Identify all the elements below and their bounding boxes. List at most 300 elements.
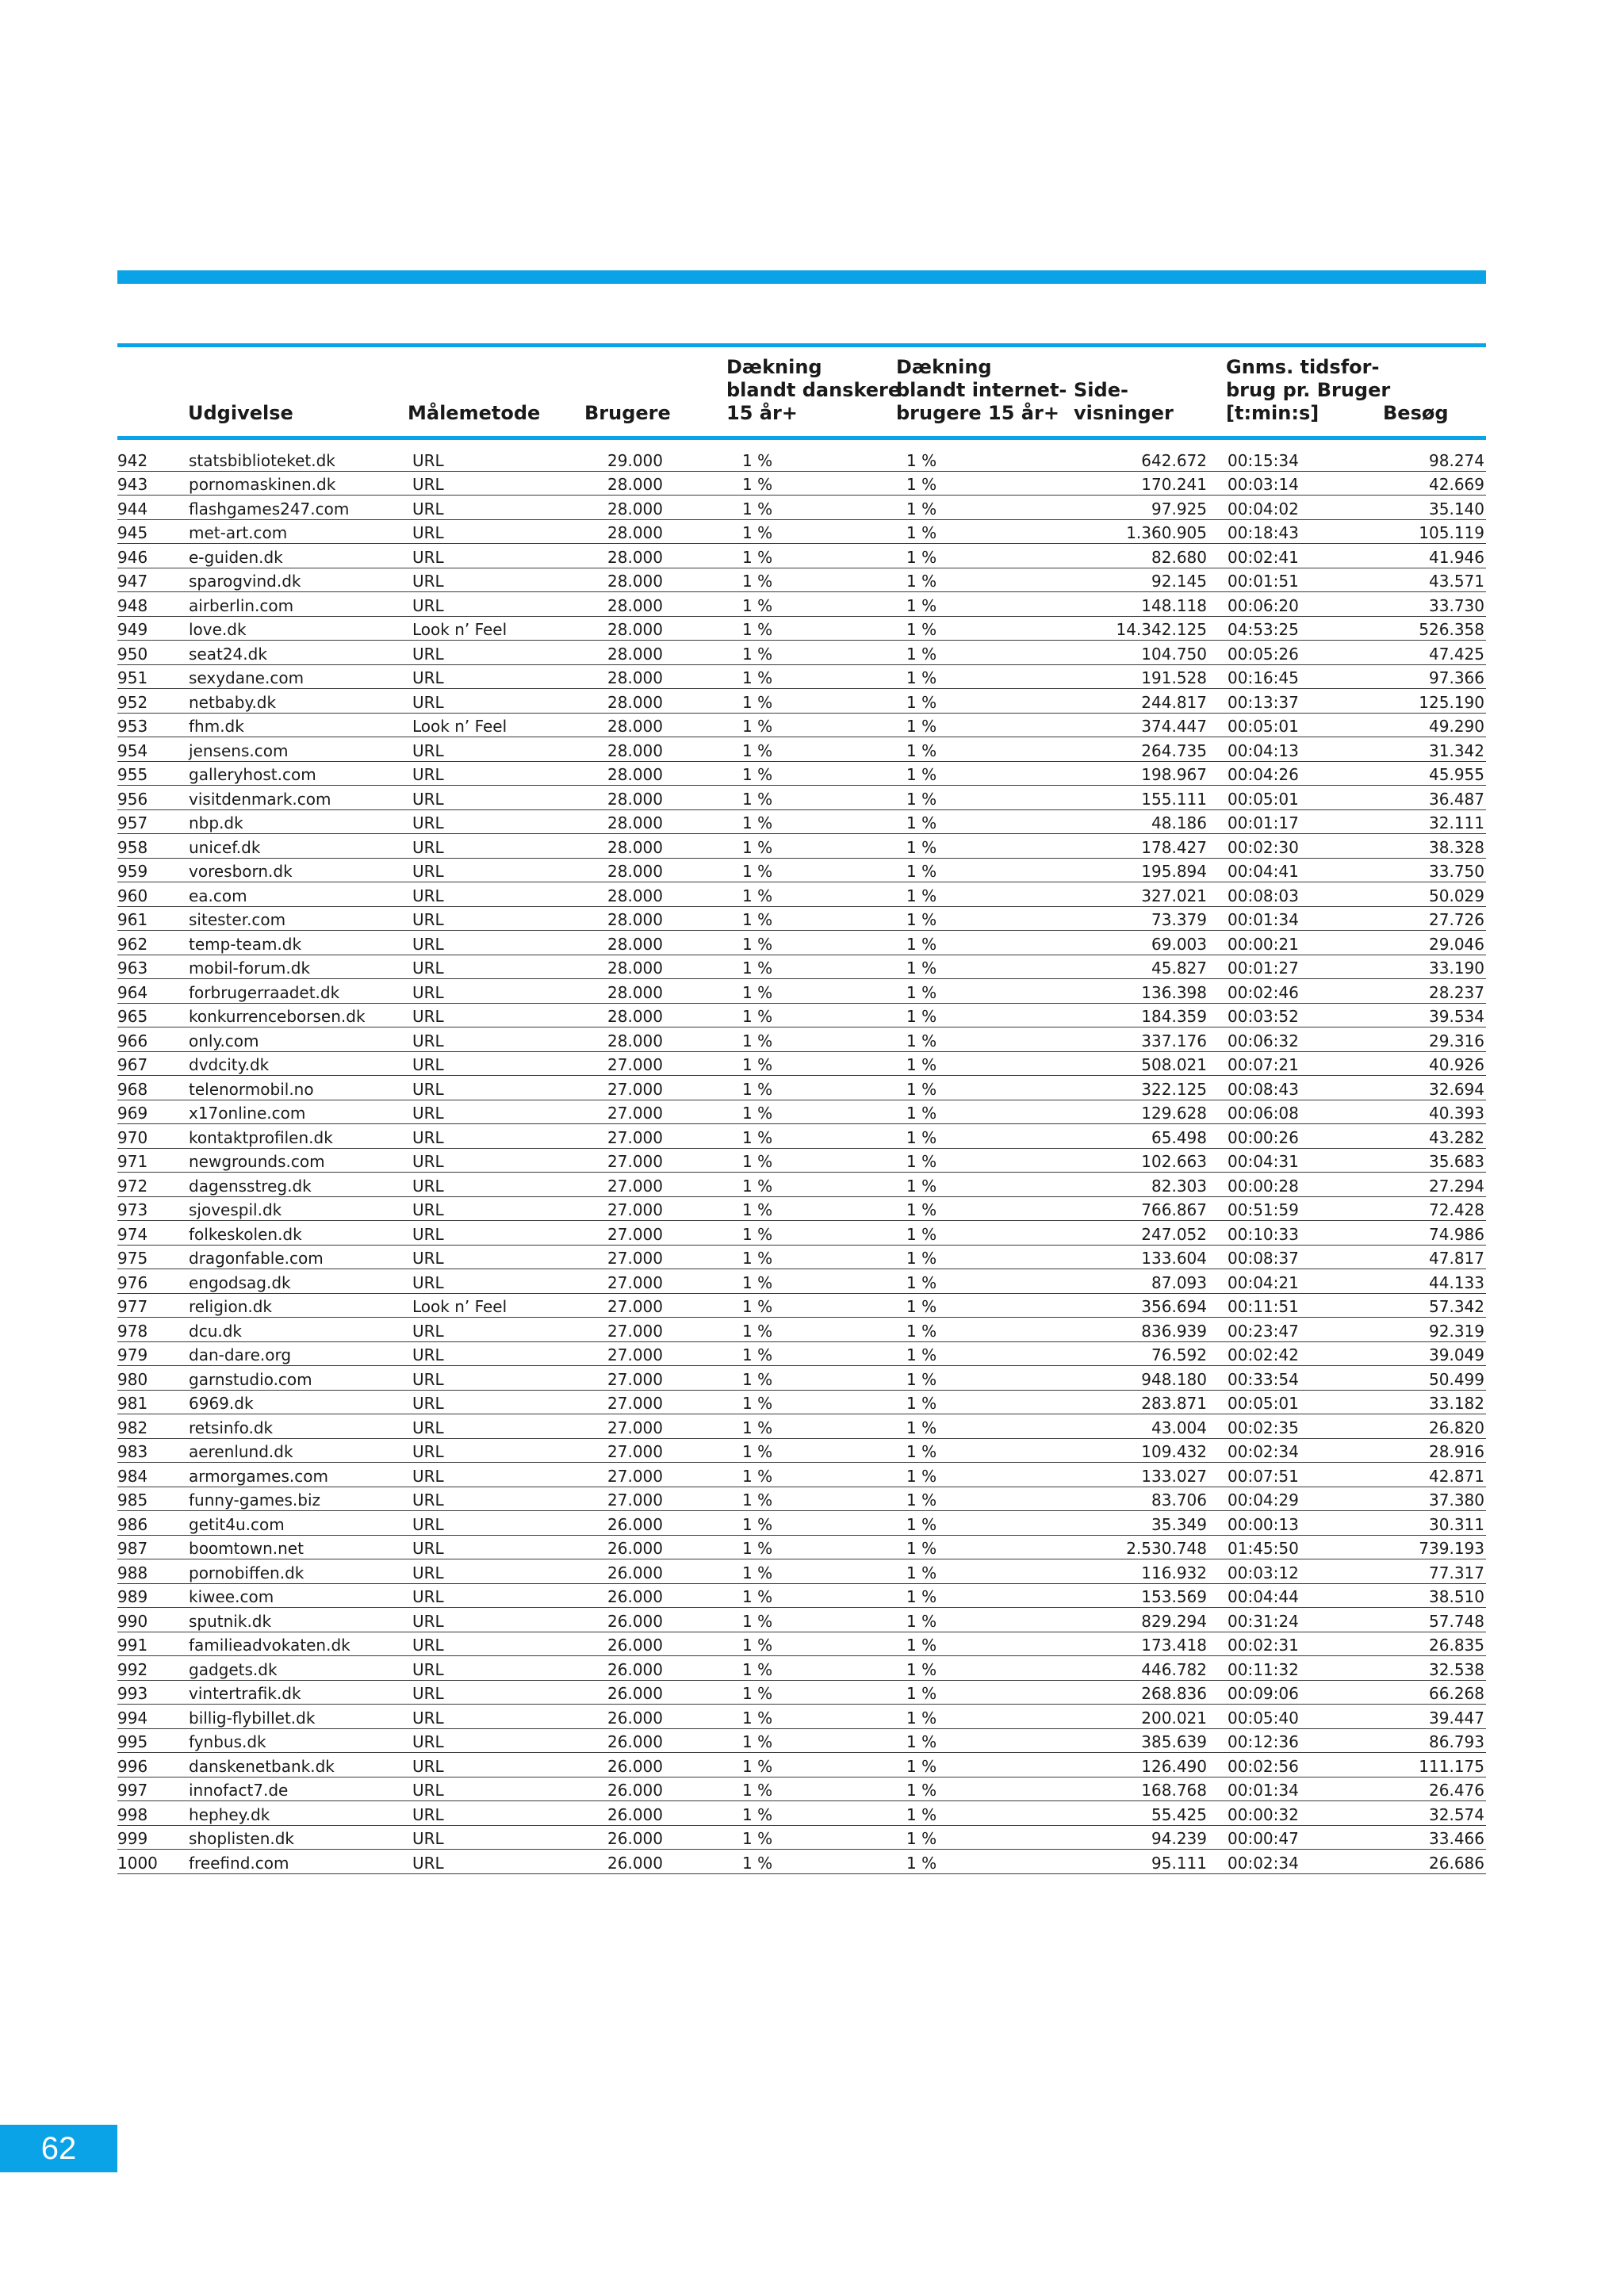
besoeg-cell: 37.380 (1429, 1490, 1484, 1510)
udgivelse-cell: dan-dare.org (189, 1345, 292, 1364)
maalemetode-cell: URL (412, 1466, 444, 1486)
ranking-table (117, 343, 1486, 1874)
udgivelse-cell: unicef.dk (189, 837, 261, 857)
daekning-dk-cell: 1 % (742, 1466, 773, 1486)
besoeg-cell: 30.311 (1429, 1514, 1484, 1534)
table-row (117, 834, 1486, 859)
daekning-net-cell: 1 % (906, 1636, 937, 1655)
daekning-dk-cell: 1 % (742, 1297, 773, 1316)
brugere-cell: 26.000 (607, 1684, 663, 1703)
udgivelse-cell: forbrugerraadet.dk (189, 982, 340, 1002)
rank-cell: 989 (117, 1587, 148, 1606)
brugere-cell: 27.000 (607, 1272, 663, 1292)
daekning-net-cell: 1 % (906, 959, 937, 978)
sidevisninger-cell: 133.604 (1141, 1249, 1207, 1268)
udgivelse-cell: kontaktprofilen.dk (189, 1127, 333, 1147)
daekning-dk-cell: 1 % (742, 1055, 773, 1074)
maalemetode-cell: URL (412, 595, 444, 615)
maalemetode-cell: URL (412, 1563, 444, 1582)
maalemetode-cell: URL (412, 789, 444, 809)
udgivelse-cell: getit4u.com (189, 1514, 285, 1534)
sidevisninger-cell: 129.628 (1141, 1104, 1207, 1123)
udgivelse-cell: funny-games.biz (189, 1490, 321, 1510)
table-row (117, 617, 1486, 641)
daekning-net-cell: 1 % (906, 789, 937, 809)
sidevisninger-cell: 173.418 (1141, 1636, 1207, 1655)
tidsforbrug-cell: 00:05:26 (1228, 644, 1299, 664)
daekning-net-cell: 1 % (906, 1345, 937, 1364)
daekning-dk-cell: 1 % (742, 1514, 773, 1534)
udgivelse-cell: kiwee.com (189, 1587, 274, 1606)
rank-cell: 990 (117, 1611, 148, 1631)
rank-cell: 965 (117, 1007, 148, 1026)
rank-cell: 978 (117, 1321, 148, 1341)
tidsforbrug-cell: 00:03:12 (1228, 1563, 1299, 1582)
daekning-dk-cell: 1 % (742, 668, 773, 687)
daekning-net-cell: 1 % (906, 1611, 937, 1631)
daekning-net-cell: 1 % (906, 1514, 937, 1534)
table-row (117, 665, 1486, 690)
table-row (117, 1414, 1486, 1439)
daekning-dk-cell: 1 % (742, 450, 773, 470)
besoeg-cell: 32.694 (1429, 1079, 1484, 1099)
brugere-cell: 27.000 (607, 1249, 663, 1268)
sidevisninger-cell: 184.359 (1141, 1007, 1207, 1026)
table-row (117, 1826, 1486, 1850)
table-row (117, 714, 1486, 738)
tidsforbrug-cell: 00:03:14 (1228, 475, 1299, 494)
besoeg-cell: 526.358 (1419, 620, 1484, 639)
sidevisninger-cell: 155.111 (1141, 789, 1207, 809)
rank-cell: 961 (117, 910, 148, 929)
maalemetode-cell: URL (412, 1321, 444, 1341)
rank-cell: 969 (117, 1104, 148, 1123)
table-row (117, 1608, 1486, 1632)
udgivelse-cell: vintertrafik.dk (189, 1684, 301, 1703)
maalemetode-cell: URL (412, 1007, 444, 1026)
brugere-cell: 28.000 (607, 740, 663, 760)
maalemetode-cell: URL (412, 1176, 444, 1196)
rank-cell: 960 (117, 886, 148, 905)
udgivelse-cell: armorgames.com (189, 1466, 328, 1486)
daekning-dk-cell: 1 % (742, 572, 773, 591)
table-row (117, 1027, 1486, 1052)
maalemetode-cell: URL (412, 668, 444, 687)
daekning-dk-cell: 1 % (742, 1127, 773, 1147)
daekning-net-cell: 1 % (906, 1200, 937, 1219)
daekning-net-cell: 1 % (906, 740, 937, 760)
daekning-net-cell: 1 % (906, 1490, 937, 1510)
besoeg-cell: 98.274 (1429, 450, 1484, 470)
daekning-dk-cell: 1 % (742, 1369, 773, 1389)
brugere-cell: 27.000 (607, 1200, 663, 1219)
table-row (117, 447, 1486, 472)
daekning-dk-cell: 1 % (742, 595, 773, 615)
table-row (117, 1753, 1486, 1777)
sidevisninger-cell: 200.021 (1141, 1708, 1207, 1728)
besoeg-cell: 43.282 (1429, 1127, 1484, 1147)
maalemetode-cell: URL (412, 1104, 444, 1123)
tidsforbrug-cell: 00:31:24 (1228, 1611, 1299, 1631)
daekning-net-cell: 1 % (906, 934, 937, 954)
table-row (117, 544, 1486, 568)
udgivelse-cell: jensens.com (189, 740, 289, 760)
daekning-net-cell: 1 % (906, 910, 937, 929)
daekning-net-cell: 1 % (906, 1007, 937, 1026)
daekning-net-cell: 1 % (906, 1176, 937, 1196)
udgivelse-cell: shoplisten.dk (189, 1829, 295, 1848)
maalemetode-cell: URL (412, 1200, 444, 1219)
udgivelse-cell: flashgames247.com (189, 499, 350, 519)
daekning-dk-cell: 1 % (742, 1756, 773, 1776)
daekning-dk-cell: 1 % (742, 1708, 773, 1728)
sidevisninger-cell: 356.694 (1141, 1297, 1207, 1316)
besoeg-cell: 26.835 (1429, 1636, 1484, 1655)
besoeg-cell: 50.029 (1429, 886, 1484, 905)
udgivelse-cell: danskenetbank.dk (189, 1756, 335, 1776)
udgivelse-cell: fynbus.dk (189, 1732, 266, 1751)
daekning-net-cell: 1 % (906, 1418, 937, 1437)
maalemetode-cell: URL (412, 1079, 444, 1099)
maalemetode-cell: URL (412, 499, 444, 519)
rank-cell: 1000 (117, 1853, 158, 1873)
sidevisninger-cell: 948.180 (1141, 1369, 1207, 1389)
sidevisninger-cell: 829.294 (1141, 1611, 1207, 1631)
brugere-cell: 27.000 (607, 1418, 663, 1437)
besoeg-cell: 32.574 (1429, 1804, 1484, 1824)
udgivelse-cell: engodsag.dk (189, 1272, 291, 1292)
tidsforbrug-cell: 00:07:21 (1228, 1055, 1299, 1074)
daekning-dk-cell: 1 % (742, 1272, 773, 1292)
tidsforbrug-cell: 00:02:31 (1228, 1636, 1299, 1655)
besoeg-cell: 26.476 (1429, 1781, 1484, 1800)
brugere-cell: 27.000 (607, 1442, 663, 1461)
maalemetode-cell: URL (412, 1369, 444, 1389)
udgivelse-cell: freefind.com (189, 1853, 289, 1873)
sidevisninger-cell: 195.894 (1141, 862, 1207, 881)
besoeg-cell: 31.342 (1429, 740, 1484, 760)
udgivelse-cell: sjovespil.dk (189, 1200, 282, 1219)
rank-cell: 943 (117, 475, 148, 494)
sidevisninger-cell: 766.867 (1141, 1200, 1207, 1219)
brugere-cell: 28.000 (607, 1007, 663, 1026)
rank-cell: 980 (117, 1369, 148, 1389)
page-number-tab (0, 2125, 117, 2172)
sidevisninger-cell: 133.027 (1141, 1466, 1207, 1486)
daekning-net-cell: 1 % (906, 547, 937, 567)
besoeg-cell: 35.140 (1429, 499, 1484, 519)
tidsforbrug-cell: 00:16:45 (1228, 668, 1299, 687)
daekning-dk-cell: 1 % (742, 1684, 773, 1703)
table-row (117, 496, 1486, 520)
udgivelse-cell: dvdcity.dk (189, 1055, 270, 1074)
maalemetode-cell: URL (412, 1636, 444, 1655)
table-row (117, 1269, 1486, 1294)
daekning-dk-cell: 1 % (742, 1587, 773, 1606)
daekning-dk-cell: 1 % (742, 1079, 773, 1099)
tidsforbrug-cell: 00:05:01 (1228, 789, 1299, 809)
tidsforbrug-cell: 00:04:02 (1228, 499, 1299, 519)
maalemetode-cell: URL (412, 692, 444, 712)
udgivelse-cell: dragonfable.com (189, 1249, 324, 1268)
daekning-dk-cell: 1 % (742, 982, 773, 1002)
besoeg-cell: 32.111 (1429, 813, 1484, 832)
daekning-dk-cell: 1 % (742, 1636, 773, 1655)
table-row (117, 1173, 1486, 1197)
daekning-net-cell: 1 % (906, 837, 937, 857)
table-row (117, 882, 1486, 907)
table-row (117, 1559, 1486, 1584)
daekning-net-cell: 1 % (906, 668, 937, 687)
maalemetode-cell: URL (412, 910, 444, 929)
maalemetode-cell: URL (412, 547, 444, 567)
besoeg-cell: 27.726 (1429, 910, 1484, 929)
header-maalemetode: Målemetode (408, 402, 541, 424)
daekning-dk-cell: 1 % (742, 1394, 773, 1413)
tidsforbrug-cell: 00:02:35 (1228, 1418, 1299, 1437)
daekning-net-cell: 1 % (906, 1587, 937, 1606)
brugere-cell: 26.000 (607, 1781, 663, 1800)
maalemetode-cell: URL (412, 837, 444, 857)
sidevisninger-cell: 178.427 (1141, 837, 1207, 857)
table-row (117, 1076, 1486, 1100)
maalemetode-cell: URL (412, 1611, 444, 1631)
udgivelse-cell: telenormobil.no (189, 1079, 314, 1099)
sidevisninger-cell: 136.398 (1141, 982, 1207, 1002)
sidevisninger-cell: 374.447 (1141, 717, 1207, 736)
udgivelse-cell: familieadvokaten.dk (189, 1636, 350, 1655)
maalemetode-cell: URL (412, 1514, 444, 1534)
rank-cell: 995 (117, 1732, 148, 1751)
rank-cell: 986 (117, 1514, 148, 1534)
sidevisninger-cell: 95.111 (1151, 1853, 1207, 1873)
sidevisninger-cell: 264.735 (1141, 740, 1207, 760)
udgivelse-cell: newgrounds.com (189, 1152, 325, 1171)
maalemetode-cell: URL (412, 1732, 444, 1751)
sidevisninger-cell: 337.176 (1141, 1031, 1207, 1050)
rank-cell: 998 (117, 1804, 148, 1824)
daekning-dk-cell: 1 % (742, 1224, 773, 1244)
besoeg-cell: 28.237 (1429, 982, 1484, 1002)
daekning-dk-cell: 1 % (742, 499, 773, 519)
table-row (117, 1318, 1486, 1342)
daekning-dk-cell: 1 % (742, 959, 773, 978)
rank-cell: 954 (117, 740, 148, 760)
rank-cell: 952 (117, 692, 148, 712)
daekning-net-cell: 1 % (906, 692, 937, 712)
sidevisninger-cell: 385.639 (1141, 1732, 1207, 1751)
sidevisninger-cell: 283.871 (1141, 1394, 1207, 1413)
rank-cell: 987 (117, 1539, 148, 1558)
tidsforbrug-cell: 00:02:46 (1228, 982, 1299, 1002)
brugere-cell: 27.000 (607, 1055, 663, 1074)
daekning-net-cell: 1 % (906, 1708, 937, 1728)
maalemetode-cell: URL (412, 1127, 444, 1147)
tidsforbrug-cell: 00:01:17 (1228, 813, 1299, 832)
rank-cell: 988 (117, 1563, 148, 1582)
daekning-net-cell: 1 % (906, 523, 937, 542)
brugere-cell: 26.000 (607, 1636, 663, 1655)
maalemetode-cell: URL (412, 1055, 444, 1074)
udgivelse-cell: voresborn.dk (189, 862, 293, 881)
tidsforbrug-cell: 00:02:42 (1228, 1345, 1299, 1364)
tidsforbrug-cell: 00:05:40 (1228, 1708, 1299, 1728)
daekning-net-cell: 1 % (906, 717, 937, 736)
maalemetode-cell: URL (412, 450, 444, 470)
tidsforbrug-cell: 00:02:34 (1228, 1442, 1299, 1461)
maalemetode-cell: URL (412, 862, 444, 881)
besoeg-cell: 26.686 (1429, 1853, 1484, 1873)
table-row (117, 1850, 1486, 1874)
maalemetode-cell: Look n’ Feel (412, 620, 508, 639)
rank-cell: 977 (117, 1297, 148, 1316)
daekning-net-cell: 1 % (906, 1369, 937, 1389)
besoeg-cell: 77.317 (1429, 1563, 1484, 1582)
brugere-cell: 28.000 (607, 692, 663, 712)
udgivelse-cell: innofact7.de (189, 1781, 289, 1800)
daekning-dk-cell: 1 % (742, 813, 773, 832)
table-row (117, 568, 1486, 593)
tidsforbrug-cell: 00:00:28 (1228, 1176, 1299, 1196)
sidevisninger-cell: 97.925 (1151, 499, 1207, 519)
brugere-cell: 27.000 (607, 1466, 663, 1486)
table-row (117, 1705, 1486, 1729)
daekning-dk-cell: 1 % (742, 692, 773, 712)
besoeg-cell: 125.190 (1419, 692, 1484, 712)
tidsforbrug-cell: 00:04:26 (1228, 765, 1299, 784)
sidevisninger-cell: 109.432 (1141, 1442, 1207, 1461)
brugere-cell: 26.000 (607, 1539, 663, 1558)
udgivelse-cell: ea.com (189, 886, 247, 905)
sidevisninger-cell: 2.530.748 (1126, 1539, 1207, 1558)
daekning-net-cell: 1 % (906, 1272, 937, 1292)
header-udgivelse: Udgivelse (188, 402, 293, 424)
rank-cell: 942 (117, 450, 148, 470)
brugere-cell: 28.000 (607, 862, 663, 881)
table-row (117, 955, 1486, 980)
daekning-dk-cell: 1 % (742, 789, 773, 809)
header-tidsforbrug: Gnms. tidsfor- brug pr. Bruger [t:min:s] (1226, 356, 1391, 424)
rank-cell: 982 (117, 1418, 148, 1437)
daekning-dk-cell: 1 % (742, 1732, 773, 1751)
udgivelse-cell: nbp.dk (189, 813, 243, 832)
maalemetode-cell: URL (412, 1442, 444, 1461)
tidsforbrug-cell: 04:53:25 (1228, 620, 1299, 639)
rank-cell: 967 (117, 1055, 148, 1074)
daekning-dk-cell: 1 % (742, 1321, 773, 1341)
maalemetode-cell: URL (412, 1490, 444, 1510)
besoeg-cell: 40.926 (1429, 1055, 1484, 1074)
maalemetode-cell: URL (412, 934, 444, 954)
sidevisninger-cell: 82.680 (1151, 547, 1207, 567)
daekning-dk-cell: 1 % (742, 837, 773, 857)
brugere-cell: 26.000 (607, 1587, 663, 1606)
brugere-cell: 28.000 (607, 644, 663, 664)
tidsforbrug-cell: 00:00:26 (1228, 1127, 1299, 1147)
sidevisninger-cell: 244.817 (1141, 692, 1207, 712)
brugere-cell: 27.000 (607, 1321, 663, 1341)
udgivelse-cell: sexydane.com (189, 668, 304, 687)
brugere-cell: 28.000 (607, 1031, 663, 1050)
brugere-cell: 28.000 (607, 765, 663, 784)
besoeg-cell: 40.393 (1429, 1104, 1484, 1123)
besoeg-cell: 74.986 (1429, 1224, 1484, 1244)
brugere-cell: 27.000 (607, 1079, 663, 1099)
brugere-cell: 28.000 (607, 499, 663, 519)
brugere-cell: 28.000 (607, 837, 663, 857)
tidsforbrug-cell: 00:01:34 (1228, 910, 1299, 929)
tidsforbrug-cell: 00:08:37 (1228, 1249, 1299, 1268)
table-row (117, 1463, 1486, 1487)
udgivelse-cell: retsinfo.dk (189, 1418, 274, 1437)
maalemetode-cell: URL (412, 982, 444, 1002)
maalemetode-cell: URL (412, 644, 444, 664)
table-row (117, 1536, 1486, 1560)
brugere-cell: 26.000 (607, 1756, 663, 1776)
brugere-cell: 28.000 (607, 717, 663, 736)
rank-cell: 955 (117, 765, 148, 784)
table-row (117, 1100, 1486, 1125)
sidevisninger-cell: 43.004 (1151, 1418, 1207, 1437)
besoeg-cell: 92.319 (1429, 1321, 1484, 1341)
page-number: 62 (40, 2131, 77, 2166)
table-row (117, 1801, 1486, 1826)
tidsforbrug-cell: 01:45:50 (1228, 1539, 1299, 1558)
daekning-net-cell: 1 % (906, 1031, 937, 1050)
daekning-net-cell: 1 % (906, 1249, 937, 1268)
brugere-cell: 26.000 (607, 1563, 663, 1582)
rank-cell: 997 (117, 1781, 148, 1800)
brugere-cell: 28.000 (607, 475, 663, 494)
maalemetode-cell: URL (412, 813, 444, 832)
rank-cell: 953 (117, 717, 148, 736)
sidevisninger-cell: 83.706 (1151, 1490, 1207, 1510)
header-sidevisninger: Side- visninger (1074, 379, 1174, 424)
besoeg-cell: 39.049 (1429, 1345, 1484, 1364)
maalemetode-cell: URL (412, 959, 444, 978)
header-bottom-rule (117, 436, 1486, 440)
daekning-dk-cell: 1 % (742, 910, 773, 929)
tidsforbrug-cell: 00:02:41 (1228, 547, 1299, 567)
sidevisninger-cell: 642.672 (1141, 450, 1207, 470)
brugere-cell: 27.000 (607, 1152, 663, 1171)
maalemetode-cell: Look n’ Feel (412, 717, 508, 736)
besoeg-cell: 97.366 (1429, 668, 1484, 687)
maalemetode-cell: URL (412, 1853, 444, 1873)
daekning-net-cell: 1 % (906, 1152, 937, 1171)
daekning-dk-cell: 1 % (742, 1659, 773, 1679)
sidevisninger-cell: 82.303 (1151, 1176, 1207, 1196)
udgivelse-cell: seat24.dk (189, 644, 267, 664)
brugere-cell: 28.000 (607, 523, 663, 542)
table-row (117, 689, 1486, 714)
brugere-cell: 28.000 (607, 595, 663, 615)
daekning-dk-cell: 1 % (742, 1563, 773, 1582)
tidsforbrug-cell: 00:04:13 (1228, 740, 1299, 760)
besoeg-cell: 57.342 (1429, 1297, 1484, 1316)
maalemetode-cell: URL (412, 475, 444, 494)
daekning-net-cell: 1 % (906, 1394, 937, 1413)
table-row (117, 1124, 1486, 1149)
maalemetode-cell: URL (412, 740, 444, 760)
maalemetode-cell: URL (412, 1394, 444, 1413)
daekning-dk-cell: 1 % (742, 644, 773, 664)
daekning-net-cell: 1 % (906, 1104, 937, 1123)
tidsforbrug-cell: 00:13:37 (1228, 692, 1299, 712)
rank-cell: 968 (117, 1079, 148, 1099)
tidsforbrug-cell: 00:09:06 (1228, 1684, 1299, 1703)
rank-cell: 993 (117, 1684, 148, 1703)
